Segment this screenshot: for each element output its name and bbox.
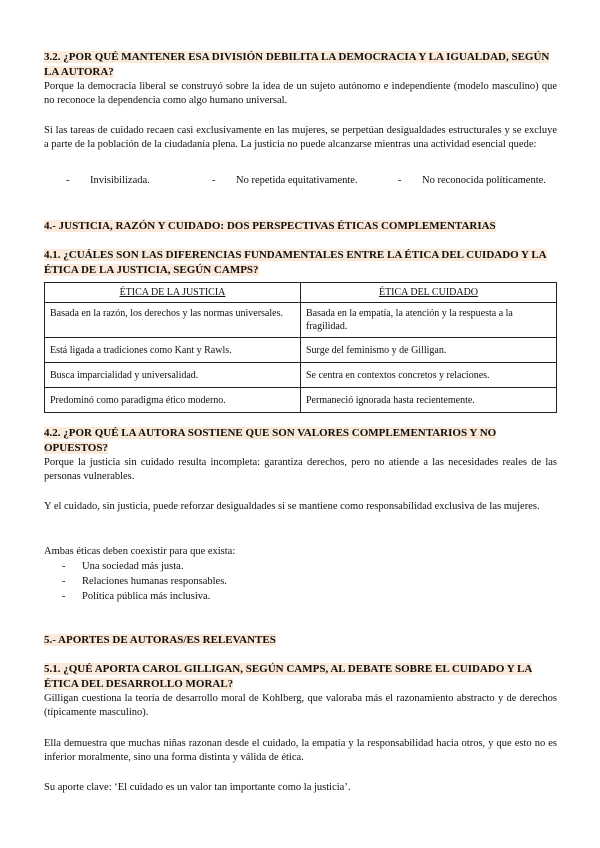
paragraph: Ella demuestra que muchas niñas razonan desde el cuidado, la empatía y la responsabilidad hacia otros, y que esto no es inferior moralmente, sino una forma distinta y válida de ética. xyxy=(44,738,557,763)
section-5-1 xyxy=(44,662,557,720)
table-cell: Se centra en contextos concretos y relaciones. xyxy=(301,363,557,388)
table-cell: Basada en la razón, los derechos y las normas universales. xyxy=(45,303,301,338)
table-row xyxy=(45,388,557,413)
table-row xyxy=(45,303,557,338)
section-5 xyxy=(44,633,557,648)
section-heading xyxy=(44,633,557,648)
paragraph: Gilligan cuestiona la teoría de desarrollo moral de Kohlberg, que valoraba más el razonamiento abstracto y de derechos (típicamente masculino). xyxy=(44,693,557,718)
list-item: - Relaciones humanas responsables. xyxy=(62,576,227,587)
paragraph: Porque la democracia liberal se construyó sobre la idea de un sujeto autónomo e independiente (modelo masculino) que no reconoce la dependencia como algo humano universal. xyxy=(44,81,557,106)
table-header-row xyxy=(45,283,557,303)
heading-text: 4.- JUSTICIA, RAZÓN Y CUIDADO: DOS PERSPECTIVAS ÉTICAS COMPLEMENTARIAS xyxy=(44,220,496,232)
section-4 xyxy=(44,219,557,234)
section-5-1-p2 xyxy=(44,737,557,765)
heading-text: 5.1. ¿QUÉ APORTA CAROL GILLIGAN, SEGÚN CAMPS, AL DEBATE SOBRE EL CUIDADO Y LA ÉTICA DEL DESARROLLO MORAL? xyxy=(44,663,533,690)
list-item: - No repetida equitativamente. xyxy=(212,175,358,186)
table-header: ÉTICA DEL CUIDADO xyxy=(301,283,557,303)
heading-text: 5.- APORTES DE AUTORAS/ES RELEVANTES xyxy=(44,634,276,646)
section-4-1 xyxy=(44,248,557,278)
section-heading xyxy=(44,248,557,278)
section-heading xyxy=(44,219,557,234)
inline-list xyxy=(66,174,556,188)
table-cell: Surge del feminismo y de Gilligan. xyxy=(301,338,557,363)
table-cell: Busca imparcialidad y universalidad. xyxy=(45,363,301,388)
section-4-2-p2 xyxy=(44,500,557,514)
bullet-list xyxy=(44,559,557,604)
list-item: - Invisibilizada. xyxy=(66,175,150,186)
table-cell: Basada en la empatía, la atención y la respuesta a la fragilidad. xyxy=(301,303,557,338)
section-4-2 xyxy=(44,426,557,484)
paragraph: Si las tareas de cuidado recaen casi exclusivamente en las mujeres, se perpetúan desigualdades estructurales y se excluye a parte de la población de la ciudadanía plena. La justicia no puede alcanzarse mientras una actividad esencial quede: xyxy=(44,125,557,150)
section-3-2-p2 xyxy=(44,124,557,152)
heading-text: 3.2. ¿POR QUÉ MANTENER ESA DIVISIÓN DEBILITA LA DEMOCRACIA Y LA IGUALDAD, SEGÚN LA AUTORA? xyxy=(44,51,550,78)
paragraph: Porque la justicia sin cuidado resulta incompleta: garantiza derechos, pero no atiende a las necesidades reales de las personas vulnerables. xyxy=(44,457,557,482)
list-item: - Política pública más inclusiva. xyxy=(62,591,211,602)
list-item: - No reconocida políticamente. xyxy=(398,175,546,186)
table-cell: Permaneció ignorada hasta recientemente. xyxy=(301,388,557,413)
section-5-1-p3 xyxy=(44,781,557,795)
paragraph: Y el cuidado, sin justicia, puede reforzar desigualdades si se mantiene como responsabilidad exclusiva de las mujeres. xyxy=(44,501,540,512)
section-4-2-p3 xyxy=(44,545,557,604)
comparison-table-wrap xyxy=(44,282,557,413)
paragraph: Ambas éticas deben coexistir para que exista: xyxy=(44,546,236,557)
section-heading xyxy=(44,50,557,80)
section-heading xyxy=(44,426,557,456)
section-heading xyxy=(44,662,557,692)
list-item: - Una sociedad más justa. xyxy=(62,561,184,572)
heading-text: 4.2. ¿POR QUÉ LA AUTORA SOSTIENE QUE SON VALORES COMPLEMENTARIOS Y NO OPUESTOS? xyxy=(44,427,497,454)
table-row xyxy=(45,363,557,388)
comparison-table xyxy=(44,282,557,413)
table-cell: Predominó como paradigma ético moderno. xyxy=(45,388,301,413)
heading-text: 4.1. ¿CUÁLES SON LAS DIFERENCIAS FUNDAMENTALES ENTRE LA ÉTICA DEL CUIDADO Y LA ÉTICA DE LA JUSTICIA, SEGÚN CAMPS? xyxy=(44,249,547,276)
table-cell: Está ligada a tradiciones como Kant y Rawls. xyxy=(45,338,301,363)
table-row xyxy=(45,338,557,363)
paragraph: Su aporte clave: ‘El cuidado es un valor tan importante como la justicia’. xyxy=(44,782,351,793)
section-3-2 xyxy=(44,50,557,108)
table-header: ÉTICA DE LA JUSTICIA xyxy=(45,283,301,303)
